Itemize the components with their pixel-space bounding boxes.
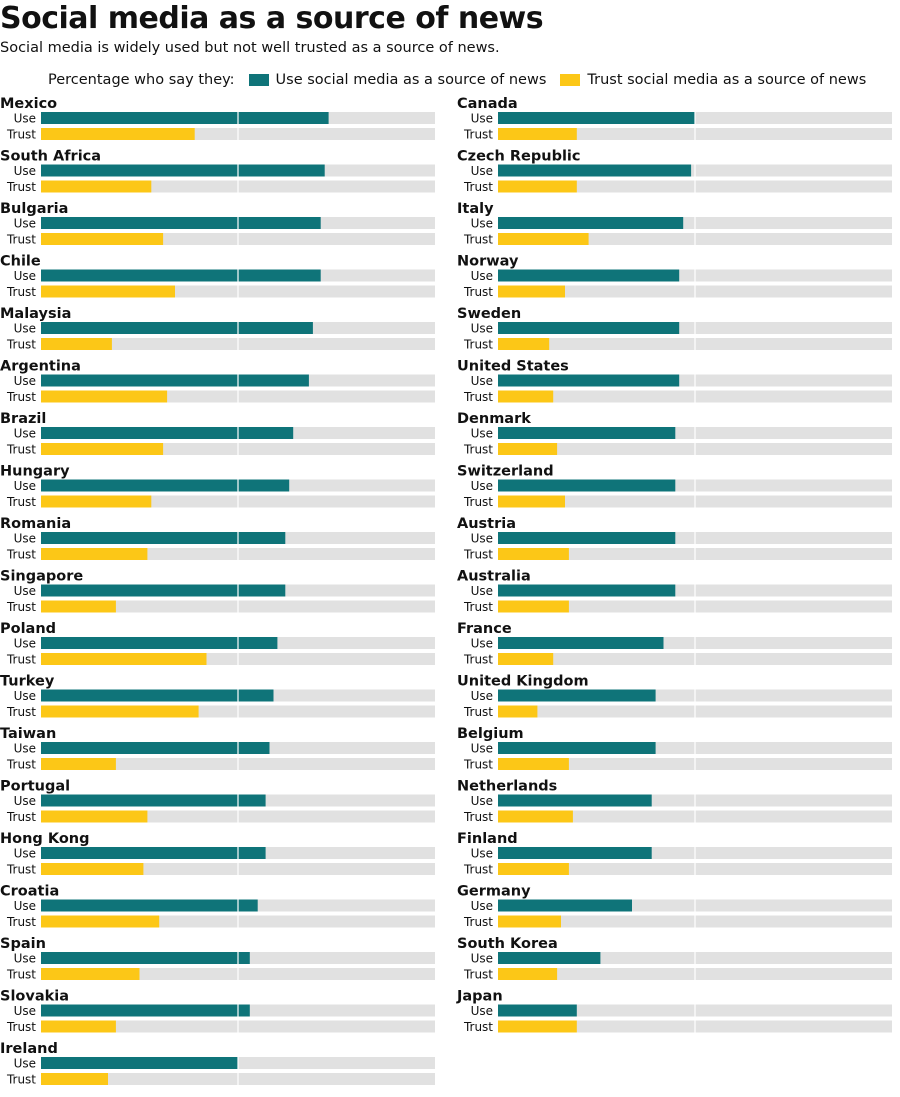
use-row-label-france: Use	[470, 636, 493, 651]
use-row-label-united-states: Use	[470, 374, 493, 388]
country-label-turkey: Turkey	[0, 673, 55, 690]
trust-bar-spain	[41, 968, 140, 980]
use-row-label-taiwan: Use	[13, 741, 36, 756]
country-label-mexico: Mexico	[0, 96, 58, 112]
use-bar-france	[498, 637, 664, 649]
chart-title: Social media as a source of news	[0, 1, 544, 36]
use-bar-japan	[498, 1005, 577, 1017]
use-row-label-south-africa: Use	[13, 164, 36, 178]
use-bar-italy	[498, 217, 683, 229]
use-bar-germany	[498, 900, 632, 912]
use-row-label-bulgaria: Use	[13, 216, 36, 231]
trust-bar-czech-republic	[498, 181, 577, 193]
use-row-label-switzerland: Use	[470, 479, 493, 493]
country-label-australia: Australia	[457, 568, 531, 585]
trust-row-label-poland: Trust	[6, 652, 36, 667]
trust-row-label-japan: Trust	[463, 1020, 493, 1034]
use-bar-mexico	[41, 112, 329, 124]
use-bar-finland	[498, 847, 652, 859]
trust-row-label-switzerland: Trust	[463, 495, 493, 509]
country-label-croatia: Croatia	[0, 883, 60, 900]
trust-row-label-italy: Trust	[463, 232, 493, 247]
trust-bar-austria	[498, 548, 569, 560]
country-label-norway: Norway	[457, 253, 519, 270]
use-row-label-ireland: Use	[13, 1056, 36, 1071]
trust-bar-hungary	[41, 496, 151, 508]
use-bar-poland	[41, 637, 277, 649]
use-bar-turkey	[41, 690, 274, 702]
country-label-poland: Poland	[0, 621, 57, 637]
use-row-label-romania: Use	[13, 531, 36, 546]
trust-row-label-singapore: Trust	[6, 600, 36, 614]
use-bar-norway	[498, 270, 679, 282]
use-row-label-turkey: Use	[13, 689, 36, 703]
trust-bar-canada	[498, 128, 577, 140]
use-bar-united-states	[498, 375, 679, 387]
trust-row-label-south-africa: Trust	[6, 180, 36, 194]
country-label-bulgaria: Bulgaria	[0, 201, 69, 217]
trust-row-label-norway: Trust	[463, 285, 493, 299]
use-bar-chile	[41, 270, 321, 282]
use-row-label-united-kingdom: Use	[470, 689, 493, 703]
use-bar-belgium	[498, 742, 656, 754]
country-label-united-states: United States	[457, 358, 569, 375]
use-row-label-austria: Use	[470, 531, 493, 546]
use-bar-switzerland	[498, 480, 675, 492]
trust-row-label-australia: Trust	[463, 600, 493, 614]
use-row-label-argentina: Use	[13, 374, 36, 388]
country-label-singapore: Singapore	[0, 568, 84, 585]
country-label-united-kingdom: United Kingdom	[457, 673, 589, 690]
use-bar-australia	[498, 585, 675, 597]
country-label-france: France	[457, 621, 512, 637]
use-bar-slovakia	[41, 1005, 250, 1017]
trust-row-label-france: Trust	[463, 652, 493, 667]
trust-row-label-spain: Trust	[6, 967, 36, 982]
use-bar-bulgaria	[41, 217, 321, 229]
use-row-label-italy: Use	[470, 216, 493, 231]
use-row-label-singapore: Use	[13, 584, 36, 598]
country-label-hong-kong: Hong Kong	[0, 831, 90, 847]
country-label-taiwan: Taiwan	[0, 726, 57, 742]
country-label-denmark: Denmark	[457, 411, 531, 427]
country-label-belgium: Belgium	[457, 726, 524, 742]
trust-row-label-slovakia: Trust	[6, 1020, 36, 1034]
use-bar-south-africa	[41, 165, 325, 177]
country-label-finland: Finland	[457, 831, 518, 847]
use-bar-hong-kong	[41, 847, 266, 859]
use-row-label-brazil: Use	[13, 426, 36, 441]
use-bar-portugal	[41, 795, 266, 807]
use-bar-sweden	[498, 322, 679, 334]
use-bar-romania	[41, 532, 285, 544]
use-row-label-poland: Use	[13, 636, 36, 651]
trust-bar-poland	[41, 653, 207, 665]
country-label-slovakia: Slovakia	[0, 988, 70, 1005]
country-label-netherlands: Netherlands	[457, 778, 558, 795]
chart-subtitle: Social media is widely used but not well trusted as a source of news.	[0, 40, 500, 56]
trust-row-label-netherlands: Trust	[463, 810, 493, 824]
use-bar-hungary	[41, 480, 289, 492]
use-row-label-sweden: Use	[470, 321, 493, 336]
legend-title: Percentage who say they:	[48, 72, 235, 88]
trust-row-label-turkey: Trust	[6, 705, 36, 719]
country-label-portugal: Portugal	[0, 778, 71, 795]
trust-row-label-chile: Trust	[6, 285, 36, 299]
trust-bar-brazil	[41, 443, 163, 455]
trust-bar-south-africa	[41, 181, 151, 193]
trust-row-label-canada: Trust	[463, 127, 493, 142]
trust-row-label-bulgaria: Trust	[6, 232, 36, 247]
trust-bar-belgium	[498, 758, 569, 770]
trust-row-label-hungary: Trust	[6, 495, 36, 509]
use-bar-malaysia	[41, 322, 313, 334]
country-label-south-africa: South Africa	[0, 148, 102, 165]
trust-row-label-belgium: Trust	[463, 757, 493, 772]
use-row-label-australia: Use	[470, 584, 493, 598]
use-bar-taiwan	[41, 742, 270, 754]
trust-bar-united-kingdom	[498, 706, 537, 718]
trust-bar-italy	[498, 233, 589, 245]
trust-bar-croatia	[41, 916, 159, 928]
use-row-label-denmark: Use	[470, 426, 493, 441]
trust-row-label-ireland: Trust	[6, 1072, 36, 1087]
use-row-label-belgium: Use	[470, 741, 493, 756]
trust-row-label-czech-republic: Trust	[463, 180, 493, 194]
use-row-label-hungary: Use	[13, 479, 36, 493]
use-row-label-slovakia: Use	[13, 1004, 36, 1018]
use-bar-netherlands	[498, 795, 652, 807]
trust-bar-australia	[498, 601, 569, 613]
trust-row-label-argentina: Trust	[6, 390, 36, 404]
country-label-austria: Austria	[457, 516, 517, 532]
trust-row-label-germany: Trust	[463, 915, 493, 929]
legend-label-use: Use social media as a source of news	[275, 72, 547, 88]
trust-row-label-united-states: Trust	[463, 390, 493, 404]
trust-bar-netherlands	[498, 811, 573, 823]
country-label-south-korea: South Korea	[457, 936, 558, 952]
country-label-japan: Japan	[457, 988, 503, 1005]
country-label-sweden: Sweden	[457, 306, 522, 322]
trust-bar-finland	[498, 863, 569, 875]
trust-bar-ireland	[41, 1073, 108, 1085]
use-bar-denmark	[498, 427, 675, 439]
use-bar-canada	[498, 112, 695, 124]
use-bar-croatia	[41, 900, 258, 912]
use-row-label-netherlands: Use	[470, 794, 493, 808]
use-row-label-spain: Use	[13, 951, 36, 966]
use-bar-south-korea	[498, 952, 600, 964]
trust-bar-turkey	[41, 706, 199, 718]
trust-bar-united-states	[498, 391, 553, 403]
trust-row-label-south-korea: Trust	[463, 967, 493, 982]
trust-bar-france	[498, 653, 553, 665]
country-label-spain: Spain	[0, 936, 46, 952]
country-label-malaysia: Malaysia	[0, 306, 72, 322]
country-label-brazil: Brazil	[0, 411, 47, 427]
trust-bar-switzerland	[498, 496, 565, 508]
trust-row-label-denmark: Trust	[463, 442, 493, 457]
use-row-label-portugal: Use	[13, 794, 36, 808]
use-row-label-japan: Use	[470, 1004, 493, 1018]
country-label-ireland: Ireland	[0, 1041, 58, 1057]
country-label-hungary: Hungary	[0, 463, 70, 480]
trust-row-label-hong-kong: Trust	[6, 862, 36, 877]
use-bar-argentina	[41, 375, 309, 387]
country-label-germany: Germany	[457, 883, 531, 900]
trust-bar-romania	[41, 548, 147, 560]
trust-bar-hong-kong	[41, 863, 143, 875]
country-label-canada: Canada	[457, 96, 518, 112]
use-row-label-mexico: Use	[13, 111, 36, 126]
trust-row-label-portugal: Trust	[6, 810, 36, 824]
trust-row-label-finland: Trust	[463, 862, 493, 877]
trust-bar-japan	[498, 1021, 577, 1033]
use-bar-singapore	[41, 585, 285, 597]
country-label-switzerland: Switzerland	[457, 463, 554, 480]
trust-bar-bulgaria	[41, 233, 163, 245]
trust-bar-sweden	[498, 338, 549, 350]
country-label-czech-republic: Czech Republic	[457, 148, 581, 165]
use-row-label-hong-kong: Use	[13, 846, 36, 861]
trust-bar-slovakia	[41, 1021, 116, 1033]
country-label-argentina: Argentina	[0, 358, 81, 375]
trust-row-label-united-kingdom: Trust	[463, 705, 493, 719]
trust-bar-malaysia	[41, 338, 112, 350]
use-row-label-canada: Use	[470, 111, 493, 126]
trust-bar-argentina	[41, 391, 167, 403]
country-label-italy: Italy	[457, 201, 494, 217]
trust-bar-chile	[41, 286, 175, 298]
use-bar-czech-republic	[498, 165, 691, 177]
country-label-romania: Romania	[0, 516, 72, 532]
trust-row-label-brazil: Trust	[6, 442, 36, 457]
trust-bar-singapore	[41, 601, 116, 613]
use-bar-spain	[41, 952, 250, 964]
trust-row-label-taiwan: Trust	[6, 757, 36, 772]
trust-row-label-croatia: Trust	[6, 915, 36, 929]
trust-bar-portugal	[41, 811, 147, 823]
trust-bar-germany	[498, 916, 561, 928]
trust-row-label-malaysia: Trust	[6, 337, 36, 352]
trust-bar-denmark	[498, 443, 557, 455]
trust-bar-norway	[498, 286, 565, 298]
trust-row-label-sweden: Trust	[463, 337, 493, 352]
use-row-label-germany: Use	[470, 899, 493, 913]
trust-row-label-romania: Trust	[6, 547, 36, 562]
use-row-label-chile: Use	[13, 269, 36, 283]
trust-row-label-mexico: Trust	[6, 127, 36, 142]
use-row-label-croatia: Use	[13, 899, 36, 913]
use-row-label-norway: Use	[470, 269, 493, 283]
use-bar-brazil	[41, 427, 293, 439]
trust-bar-south-korea	[498, 968, 557, 980]
trust-bar-taiwan	[41, 758, 116, 770]
use-row-label-south-korea: Use	[470, 951, 493, 966]
use-row-label-malaysia: Use	[13, 321, 36, 336]
country-label-chile: Chile	[0, 253, 41, 270]
trust-row-label-austria: Trust	[463, 547, 493, 562]
use-row-label-finland: Use	[470, 846, 493, 861]
use-bar-austria	[498, 532, 675, 544]
use-row-label-czech-republic: Use	[470, 164, 493, 178]
trust-bar-mexico	[41, 128, 195, 140]
use-bar-ireland	[41, 1057, 238, 1069]
legend-label-trust: Trust social media as a source of news	[587, 72, 867, 88]
use-bar-united-kingdom	[498, 690, 656, 702]
